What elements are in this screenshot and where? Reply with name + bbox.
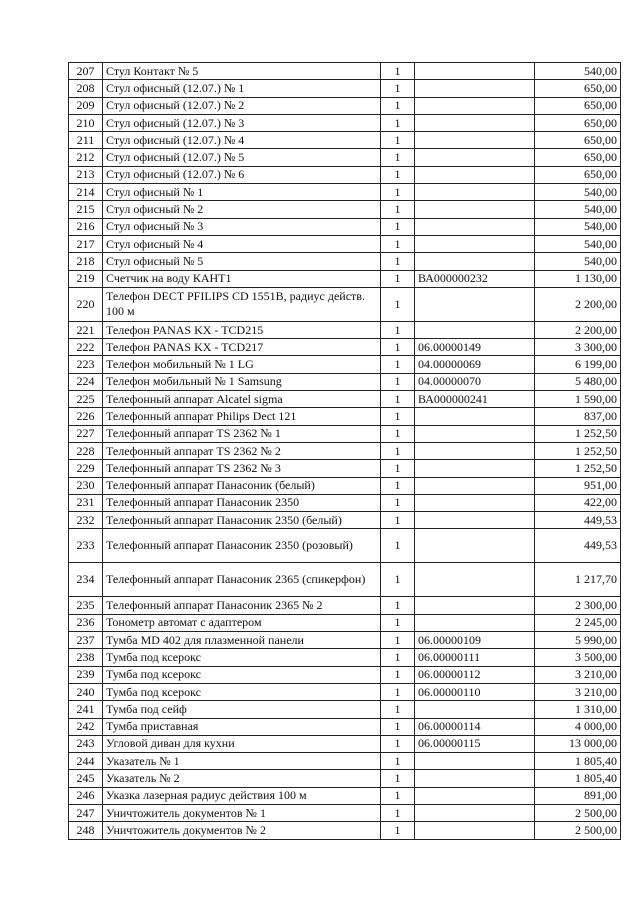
price-cell: 650,00 (535, 132, 621, 149)
inventory-code-cell (415, 201, 535, 218)
price-cell: 1 310,00 (535, 701, 621, 718)
table-row (69, 683, 621, 700)
quantity-cell: 1 (381, 787, 415, 804)
price-cell: 1 805,40 (535, 770, 621, 787)
row-number-cell: 208 (69, 80, 103, 97)
table-row (69, 442, 621, 459)
table-row (69, 235, 621, 252)
table-row (69, 373, 621, 390)
inventory-code-cell: 06.00000112 (415, 666, 535, 683)
price-cell: 3 300,00 (535, 339, 621, 356)
inventory-code-cell (415, 597, 535, 614)
inventory-code-cell (415, 804, 535, 821)
quantity-cell: 1 (381, 753, 415, 770)
item-name-cell: Телефонный аппарат Панасоник 2350 (розовый) (103, 529, 381, 563)
item-name-cell: Стул офисный (12.07.) № 2 (103, 97, 381, 114)
row-number-cell: 240 (69, 683, 103, 700)
inventory-code-cell (415, 321, 535, 338)
quantity-cell: 1 (381, 356, 415, 373)
table-row (69, 201, 621, 218)
quantity-cell: 1 (381, 166, 415, 183)
row-number-cell: 207 (69, 63, 103, 80)
inventory-code-cell: 04.00000069 (415, 356, 535, 373)
quantity-cell: 1 (381, 80, 415, 97)
quantity-cell: 1 (381, 321, 415, 338)
quantity-cell: 1 (381, 253, 415, 270)
item-name-cell: Телефон PANAS KX - TCD217 (103, 339, 381, 356)
inventory-code-cell (415, 787, 535, 804)
inventory-code-cell (415, 512, 535, 529)
item-name-cell: Телефон мобильный № 1 Samsung (103, 373, 381, 390)
row-number-cell: 211 (69, 132, 103, 149)
price-cell: 837,00 (535, 408, 621, 425)
item-name-cell: Угловой диван для кухни (103, 735, 381, 752)
price-cell: 449,53 (535, 512, 621, 529)
inventory-code-cell (415, 149, 535, 166)
price-cell: 540,00 (535, 253, 621, 270)
price-cell: 1 217,70 (535, 563, 621, 597)
item-name-cell: Счетчик на воду КАНТ1 (103, 270, 381, 287)
table-row (69, 632, 621, 649)
quantity-cell: 1 (381, 132, 415, 149)
item-name-cell: Указка лазерная радиус действия 100 м (103, 787, 381, 804)
table-row (69, 114, 621, 131)
item-name-cell: Стул офисный № 3 (103, 218, 381, 235)
price-cell: 2 200,00 (535, 321, 621, 338)
row-number-cell: 217 (69, 235, 103, 252)
price-cell: 1 590,00 (535, 391, 621, 408)
price-cell: 422,00 (535, 494, 621, 511)
price-cell: 540,00 (535, 235, 621, 252)
price-cell: 650,00 (535, 166, 621, 183)
row-number-cell: 247 (69, 804, 103, 821)
row-number-cell: 232 (69, 512, 103, 529)
item-name-cell: Указатель № 1 (103, 753, 381, 770)
table-row (69, 97, 621, 114)
table-row (69, 787, 621, 804)
quantity-cell: 1 (381, 460, 415, 477)
item-name-cell: Телефонный аппарат Панасоник 2365 № 2 (103, 597, 381, 614)
row-number-cell: 228 (69, 442, 103, 459)
quantity-cell: 1 (381, 425, 415, 442)
quantity-cell: 1 (381, 201, 415, 218)
inventory-table (68, 62, 621, 840)
quantity-cell: 1 (381, 339, 415, 356)
table-row (69, 822, 621, 839)
quantity-cell: 1 (381, 512, 415, 529)
inventory-code-cell: 04.00000070 (415, 373, 535, 390)
row-number-cell: 248 (69, 822, 103, 839)
table-row (69, 253, 621, 270)
price-cell: 650,00 (535, 149, 621, 166)
table-row (69, 597, 621, 614)
price-cell: 1 252,50 (535, 460, 621, 477)
item-name-cell: Тумба под сейф (103, 701, 381, 718)
inventory-table-body (69, 63, 621, 840)
inventory-code-cell: 06.00000115 (415, 735, 535, 752)
row-number-cell: 237 (69, 632, 103, 649)
price-cell: 4 000,00 (535, 718, 621, 735)
price-cell: 2 200,00 (535, 287, 621, 321)
quantity-cell: 1 (381, 235, 415, 252)
item-name-cell: Уничтожитель документов № 2 (103, 822, 381, 839)
quantity-cell: 1 (381, 63, 415, 80)
quantity-cell: 1 (381, 218, 415, 235)
table-row (69, 339, 621, 356)
row-number-cell: 222 (69, 339, 103, 356)
inventory-code-cell (415, 753, 535, 770)
quantity-cell: 1 (381, 597, 415, 614)
quantity-cell: 1 (381, 477, 415, 494)
table-row (69, 425, 621, 442)
row-number-cell: 223 (69, 356, 103, 373)
item-name-cell: Телефонный аппарат Панасоник 2365 (спикерфон) (103, 563, 381, 597)
inventory-code-cell (415, 235, 535, 252)
quantity-cell: 1 (381, 97, 415, 114)
table-row (69, 132, 621, 149)
item-name-cell: Стул офисный № 1 (103, 184, 381, 201)
inventory-code-cell (415, 460, 535, 477)
table-row (69, 666, 621, 683)
row-number-cell: 215 (69, 201, 103, 218)
inventory-code-cell: 06.00000110 (415, 683, 535, 700)
table-row (69, 149, 621, 166)
inventory-code-cell (415, 529, 535, 563)
inventory-code-cell (415, 184, 535, 201)
inventory-code-cell (415, 442, 535, 459)
item-name-cell: Стул офисный № 5 (103, 253, 381, 270)
price-cell: 540,00 (535, 218, 621, 235)
item-name-cell: Телефонный аппарат Панасоник (белый) (103, 477, 381, 494)
row-number-cell: 241 (69, 701, 103, 718)
row-number-cell: 210 (69, 114, 103, 131)
price-cell: 650,00 (535, 80, 621, 97)
inventory-code-cell (415, 563, 535, 597)
table-row (69, 356, 621, 373)
row-number-cell: 225 (69, 391, 103, 408)
item-name-cell: Телефон PANAS KX - TCD215 (103, 321, 381, 338)
table-row (69, 753, 621, 770)
row-number-cell: 238 (69, 649, 103, 666)
item-name-cell: Тумба под ксерокс (103, 666, 381, 683)
item-name-cell: Телефонный аппарат Philips Dect 121 (103, 408, 381, 425)
quantity-cell: 1 (381, 614, 415, 631)
table-row (69, 63, 621, 80)
quantity-cell: 1 (381, 408, 415, 425)
inventory-code-cell (415, 822, 535, 839)
inventory-code-cell (415, 770, 535, 787)
quantity-cell: 1 (381, 184, 415, 201)
item-name-cell: Стул офисный (12.07.) № 1 (103, 80, 381, 97)
inventory-code-cell (415, 494, 535, 511)
item-name-cell: Стул офисный (12.07.) № 6 (103, 166, 381, 183)
table-row (69, 512, 621, 529)
inventory-code-cell (415, 253, 535, 270)
inventory-code-cell (415, 477, 535, 494)
quantity-cell: 1 (381, 114, 415, 131)
table-row (69, 494, 621, 511)
item-name-cell: Стул офисный (12.07.) № 5 (103, 149, 381, 166)
table-row (69, 477, 621, 494)
inventory-code-cell (415, 132, 535, 149)
table-row (69, 718, 621, 735)
table-row (69, 735, 621, 752)
inventory-code-cell (415, 63, 535, 80)
row-number-cell: 224 (69, 373, 103, 390)
item-name-cell: Телефон DECT PFILIPS CD 1551В, радиус действ. 100 м (103, 287, 381, 321)
item-name-cell: Телефонный аппарат Alcatel sigma (103, 391, 381, 408)
quantity-cell: 1 (381, 735, 415, 752)
inventory-code-cell (415, 97, 535, 114)
price-cell: 2 500,00 (535, 822, 621, 839)
quantity-cell: 1 (381, 718, 415, 735)
price-cell: 1 252,50 (535, 442, 621, 459)
inventory-code-cell (415, 287, 535, 321)
price-cell: 2 500,00 (535, 804, 621, 821)
inventory-code-cell (415, 408, 535, 425)
quantity-cell: 1 (381, 529, 415, 563)
price-cell: 3 500,00 (535, 649, 621, 666)
price-cell: 1 805,40 (535, 753, 621, 770)
quantity-cell: 1 (381, 804, 415, 821)
item-name-cell: Указатель № 2 (103, 770, 381, 787)
inventory-code-cell (415, 80, 535, 97)
row-number-cell: 216 (69, 218, 103, 235)
price-cell: 540,00 (535, 201, 621, 218)
inventory-code-cell: 06.00000149 (415, 339, 535, 356)
quantity-cell: 1 (381, 563, 415, 597)
row-number-cell: 244 (69, 753, 103, 770)
table-row (69, 80, 621, 97)
row-number-cell: 226 (69, 408, 103, 425)
row-number-cell: 219 (69, 270, 103, 287)
row-number-cell: 246 (69, 787, 103, 804)
quantity-cell: 1 (381, 683, 415, 700)
price-cell: 891,00 (535, 787, 621, 804)
inventory-code-cell (415, 166, 535, 183)
row-number-cell: 239 (69, 666, 103, 683)
item-name-cell: Тумба приставная (103, 718, 381, 735)
price-cell: 13 000,00 (535, 735, 621, 752)
table-row (69, 287, 621, 321)
table-row (69, 563, 621, 597)
quantity-cell: 1 (381, 649, 415, 666)
table-row (69, 460, 621, 477)
quantity-cell: 1 (381, 494, 415, 511)
inventory-code-cell (415, 114, 535, 131)
table-row (69, 270, 621, 287)
price-cell: 2 300,00 (535, 597, 621, 614)
price-cell: 650,00 (535, 114, 621, 131)
price-cell: 3 210,00 (535, 666, 621, 683)
row-number-cell: 233 (69, 529, 103, 563)
quantity-cell: 1 (381, 666, 415, 683)
inventory-code-cell: ВА000000232 (415, 270, 535, 287)
row-number-cell: 243 (69, 735, 103, 752)
table-row (69, 701, 621, 718)
row-number-cell: 245 (69, 770, 103, 787)
item-name-cell: Стул офисный (12.07.) № 3 (103, 114, 381, 131)
row-number-cell: 213 (69, 166, 103, 183)
row-number-cell: 221 (69, 321, 103, 338)
inventory-code-cell: ВА000000241 (415, 391, 535, 408)
price-cell: 1 252,50 (535, 425, 621, 442)
quantity-cell: 1 (381, 391, 415, 408)
table-row (69, 614, 621, 631)
row-number-cell: 214 (69, 184, 103, 201)
row-number-cell: 235 (69, 597, 103, 614)
item-name-cell: Телефонный аппарат TS 2362 № 1 (103, 425, 381, 442)
price-cell: 540,00 (535, 184, 621, 201)
table-row (69, 408, 621, 425)
item-name-cell: Телефонный аппарат Панасоник 2350 (103, 494, 381, 511)
table-row (69, 804, 621, 821)
item-name-cell: Телефонный аппарат TS 2362 № 3 (103, 460, 381, 477)
quantity-cell: 1 (381, 822, 415, 839)
table-row (69, 770, 621, 787)
table-row (69, 184, 621, 201)
quantity-cell: 1 (381, 270, 415, 287)
price-cell: 449,53 (535, 529, 621, 563)
quantity-cell: 1 (381, 632, 415, 649)
item-name-cell: Тонометр автомат с адаптером (103, 614, 381, 631)
row-number-cell: 231 (69, 494, 103, 511)
table-row (69, 649, 621, 666)
price-cell: 5 480,00 (535, 373, 621, 390)
price-cell: 3 210,00 (535, 683, 621, 700)
table-row (69, 529, 621, 563)
row-number-cell: 227 (69, 425, 103, 442)
table-row (69, 218, 621, 235)
item-name-cell: Уничтожитель документов № 1 (103, 804, 381, 821)
quantity-cell: 1 (381, 701, 415, 718)
item-name-cell: Телефон мобильный № 1 LG (103, 356, 381, 373)
row-number-cell: 229 (69, 460, 103, 477)
price-cell: 540,00 (535, 63, 621, 80)
quantity-cell: 1 (381, 149, 415, 166)
price-cell: 5 990,00 (535, 632, 621, 649)
item-name-cell: Стул офисный № 4 (103, 235, 381, 252)
item-name-cell: Телефонный аппарат TS 2362 № 2 (103, 442, 381, 459)
quantity-cell: 1 (381, 287, 415, 321)
inventory-code-cell (415, 425, 535, 442)
table-row (69, 321, 621, 338)
price-cell: 2 245,00 (535, 614, 621, 631)
row-number-cell: 242 (69, 718, 103, 735)
quantity-cell: 1 (381, 442, 415, 459)
row-number-cell: 209 (69, 97, 103, 114)
item-name-cell: Тумба под ксерокс (103, 649, 381, 666)
inventory-code-cell: 06.00000114 (415, 718, 535, 735)
quantity-cell: 1 (381, 770, 415, 787)
inventory-code-cell (415, 614, 535, 631)
item-name-cell: Стул Контакт № 5 (103, 63, 381, 80)
row-number-cell: 218 (69, 253, 103, 270)
table-row (69, 391, 621, 408)
table-row (69, 166, 621, 183)
item-name-cell: Тумба MD 402 для плазменной панели (103, 632, 381, 649)
price-cell: 1 130,00 (535, 270, 621, 287)
item-name-cell: Стул офисный № 2 (103, 201, 381, 218)
row-number-cell: 220 (69, 287, 103, 321)
row-number-cell: 234 (69, 563, 103, 597)
inventory-code-cell (415, 701, 535, 718)
price-cell: 6 199,00 (535, 356, 621, 373)
inventory-code-cell: 06.00000109 (415, 632, 535, 649)
item-name-cell: Тумба под ксерокс (103, 683, 381, 700)
row-number-cell: 230 (69, 477, 103, 494)
row-number-cell: 212 (69, 149, 103, 166)
row-number-cell: 236 (69, 614, 103, 631)
inventory-code-cell: 06.00000111 (415, 649, 535, 666)
price-cell: 650,00 (535, 97, 621, 114)
item-name-cell: Телефонный аппарат Панасоник 2350 (белый) (103, 512, 381, 529)
price-cell: 951,00 (535, 477, 621, 494)
quantity-cell: 1 (381, 373, 415, 390)
inventory-code-cell (415, 218, 535, 235)
item-name-cell: Стул офисный (12.07.) № 4 (103, 132, 381, 149)
